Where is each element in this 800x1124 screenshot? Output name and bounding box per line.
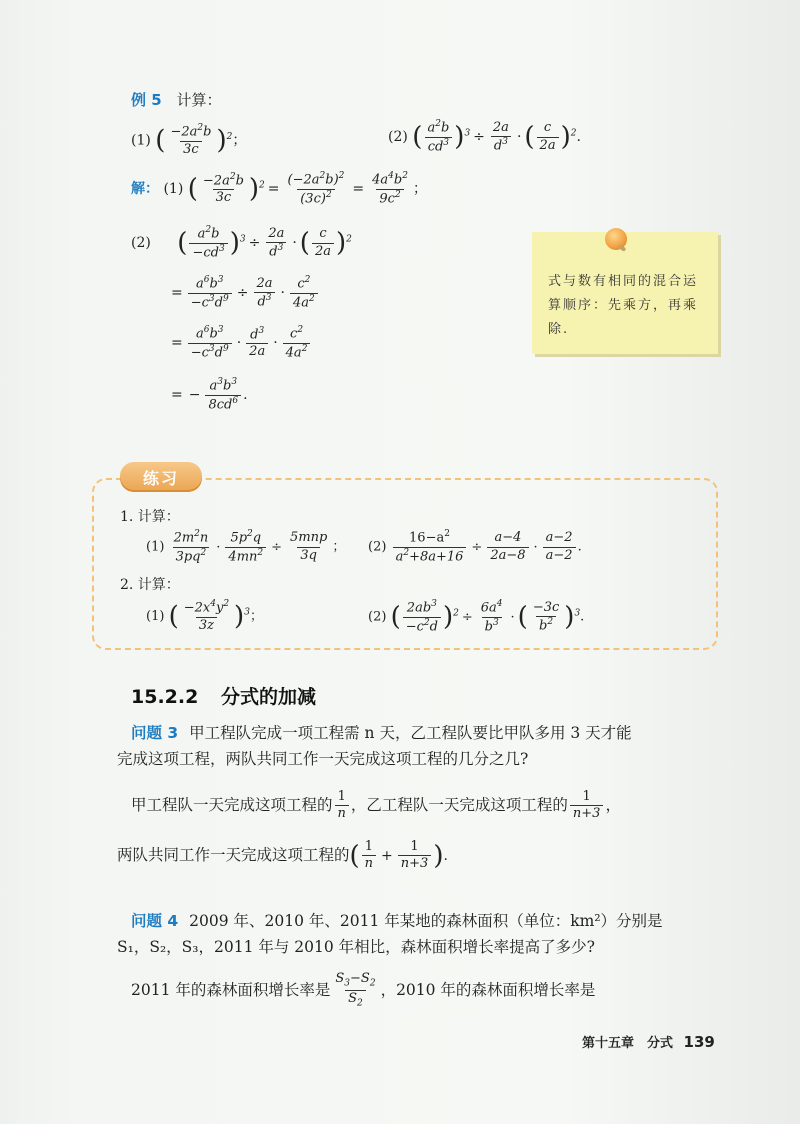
solution-part-2-line-3: = $\frac{a^6b^3}{-c^3d^9}$ · $\frac{d^3}{2a}$ · $\frac{c^2}{4a^2}$	[168, 326, 312, 360]
example-part-1: (1) ( $\frac{-2a^2b}{3c}$ )$^2$；	[131, 123, 247, 157]
practice-q1-a: (1) $\frac{2m^2n}{3pq^2}$ · $\frac{5p^2q}{4mn^2}$ ÷ $\frac{\text{5mnp}}{3q}$ ；	[146, 529, 346, 564]
problem-3	[117, 720, 731, 772]
problem-4-line-3b: ，2010 年的森林面积增长率是	[380, 980, 596, 999]
practice-q1-b: (2) $\frac{16-a^2}{a^2+8a+16}$ ÷ $\frac{a-4}{2a-8}$ · $\frac{a-2}{a-2}$ .	[368, 529, 582, 564]
problem-3-label: 问题 3	[131, 724, 179, 742]
problem-4-line-1: 2009 年、2010 年、2011 年某地的森林面积（单位：km²）分别是	[189, 912, 663, 930]
problem-3-line-4: 两队共同工作一天完成这项工程的	[117, 845, 350, 864]
example-part-2-label: (2)	[388, 129, 408, 146]
problem-4	[117, 908, 731, 960]
problem-4-line-3a: 2011 年的森林面积增长率是	[131, 980, 331, 999]
example-label: 例 5	[131, 91, 162, 109]
problem-3-answer-line-1: 甲工程队一天完成这项工程的 $\frac{1}{n}$ ，乙工程队一天完成这项工程的 $\frac{1}{n+3}$ ，	[131, 789, 621, 822]
page-footer	[582, 1032, 715, 1051]
solution-part-1: 解： (1) ( $\frac{-2a^2b}{3c}$ )$^2$ = $\frac{(-2a^2b)^2}{(3c)^2}$ = $\frac{4a^4b^2}{9c^2}$ ；	[131, 171, 427, 206]
example-title: 计算：	[176, 91, 222, 109]
practice-q2b-label: (2)	[368, 609, 387, 625]
section-number: 15.2.2	[131, 686, 199, 708]
practice-q2-label: 2. 计算：	[120, 577, 180, 593]
practice-q2-b: (2) ( $\frac{2ab^3}{-c^2d}$ )$^2$ ÷ $\frac{6a^4}{b^3}$ · ( $\frac{-3c}{b^2}$ )$^3$.	[368, 599, 585, 634]
problem-4-answer-line: 2011 年的森林面积增长率是 $\frac{S_3-S_2}{S_2}$ ，2010 年的森林面积增长率是	[131, 971, 596, 1010]
solution-part-2-line-2: = $\frac{a^6b^3}{-c^3d^9}$ ÷ $\frac{2a}{d^3}$ · $\frac{c^2}{4a^2}$	[168, 276, 320, 310]
solution-part-2-line-1: (2) ( $\frac{a^2b}{-cd^3}$ )$^3$ ÷ $\frac{2a}{d^3}$ · ( $\frac{c}{2a}$ )$^2$	[131, 225, 352, 260]
practice-q1-label: 1. 计算：	[120, 509, 180, 525]
solution-label: 解：	[131, 181, 159, 198]
solution-part-1-label: (1)	[163, 181, 184, 198]
problem-3-line-3b: ，乙工程队一天完成这项工程的	[350, 795, 568, 814]
example-heading	[131, 93, 221, 108]
example-part-2: (2) ( $\frac{a^2b}{cd^3}$ )$^3$ ÷ $\frac{2a}{d^3}$ · ( $\frac{c}{2a}$ )$^2$.	[388, 119, 581, 154]
section-heading	[131, 682, 316, 709]
practice-q2-a: (1) ( $\frac{-2x^4y^2}{3z}$ )$^3$；	[146, 599, 263, 633]
problem-3-line-2: 完成这项工程，两队共同工作一天完成这项工程的几分之几?	[117, 750, 529, 768]
solution-part-2-line-4: = − $\frac{a^3b^3}{8cd^6}$ .	[171, 377, 248, 412]
problem-3-answer-line-2: 两队共同工作一天完成这项工程的( $\frac{1}{n}$ + $\frac{1}{n+3}$ ).	[117, 839, 448, 872]
practice-tag: 练习	[120, 462, 202, 492]
tip-note-text: 式与数有相同的混合运算顺序：先乘方，再乘除.	[548, 274, 699, 337]
problem-4-label: 问题 4	[131, 912, 179, 930]
problem-3-line-3a: 甲工程队一天完成这项工程的	[131, 795, 333, 814]
practice-q1a-label: (1)	[146, 539, 165, 555]
example-part-1-label: (1)	[131, 132, 151, 149]
practice-q2a-label: (1)	[146, 608, 165, 624]
page-number: 139	[683, 1033, 715, 1051]
chapter-label: 第十五章 分式	[582, 1036, 674, 1051]
problem-3-line-1: 甲工程队完成一项工程需 n 天，乙工程队要比甲队多用 3 天才能	[189, 724, 632, 742]
section-title: 分式的加减	[220, 686, 316, 708]
solution-part-2-label: (2)	[131, 235, 151, 252]
problem-4-line-2: S₁，S₂，S₃，2011 年与 2010 年相比，森林面积增长率提高了多少?	[117, 938, 595, 956]
practice-q1b-label: (2)	[368, 539, 387, 555]
